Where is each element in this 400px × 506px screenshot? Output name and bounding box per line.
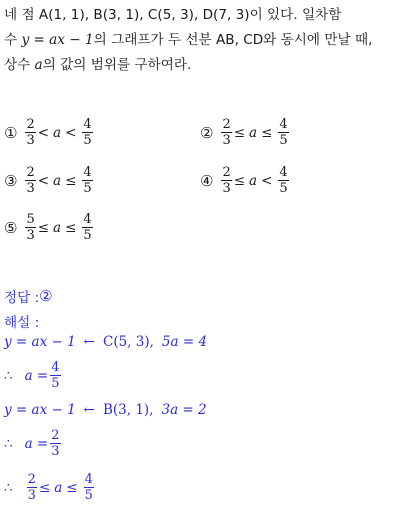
question-line-1-text: 네 점 A(1, 1), B(3, 1), C(5, 3), D(7, 3)이 있다. 일차함 xyxy=(4,7,342,23)
therefore-symbol: ∴ xyxy=(4,435,13,452)
denominator: 3 xyxy=(26,181,35,196)
point-label: C(5, 3), xyxy=(102,334,154,350)
left-arrow-icon: ← xyxy=(83,402,95,418)
fraction xyxy=(50,360,60,391)
denominator: 5 xyxy=(83,181,92,196)
operator: < xyxy=(37,124,50,141)
numerator: 2 xyxy=(51,428,60,443)
question-line-1 xyxy=(4,6,400,24)
denominator: 5 xyxy=(279,133,288,148)
equation-result: 5a = 4 xyxy=(161,334,208,350)
numerator: 4 xyxy=(83,117,92,132)
explanation-label xyxy=(4,311,39,331)
operator: ≤ xyxy=(38,479,51,496)
denominator: 5 xyxy=(83,228,92,243)
fraction xyxy=(221,165,231,196)
choice-mark: ④ xyxy=(200,171,214,190)
choice-mark: ③ xyxy=(4,171,18,190)
denominator: 3 xyxy=(222,133,231,148)
choice-mark: ① xyxy=(4,123,18,142)
numerator: 4 xyxy=(279,165,288,180)
operator: ≤ xyxy=(65,172,77,189)
numerator: 2 xyxy=(222,165,231,180)
choice-3[interactable] xyxy=(4,165,95,196)
solution-step-5 xyxy=(4,472,96,503)
numerator: 2 xyxy=(27,472,36,487)
operator: ≤ xyxy=(233,124,246,141)
equation-lhs: a = xyxy=(24,367,49,384)
answer-line xyxy=(4,286,53,306)
numerator: 4 xyxy=(83,165,92,180)
choice-mark: ② xyxy=(200,123,214,142)
operator: ≤ xyxy=(65,219,77,236)
variable: a xyxy=(54,479,63,496)
explanation-label-text: 해설 : xyxy=(4,315,40,331)
fraction xyxy=(82,117,92,148)
left-arrow-icon: ← xyxy=(83,334,95,350)
choice-1[interactable] xyxy=(4,117,95,148)
question-text: 의 값의 범위를 구하여라. xyxy=(42,57,192,73)
denominator: 3 xyxy=(222,181,231,196)
fraction xyxy=(25,212,35,243)
fraction xyxy=(84,472,94,503)
solution-step-1 xyxy=(4,334,207,350)
question-equation: y = ax − 1 xyxy=(21,32,94,48)
equation: y = ax − 1 xyxy=(4,402,76,418)
question-text: 상수 xyxy=(4,57,35,73)
fraction xyxy=(278,165,288,196)
fraction xyxy=(27,472,37,503)
operator: ≤ xyxy=(233,172,246,189)
fraction xyxy=(25,165,35,196)
solution-step-2 xyxy=(4,360,63,391)
numerator: 4 xyxy=(83,212,92,227)
solution-step-4 xyxy=(4,428,63,459)
operator: < xyxy=(261,172,273,189)
fraction xyxy=(278,117,288,148)
fraction xyxy=(25,117,35,148)
operator: ≤ xyxy=(261,124,273,141)
fraction xyxy=(82,212,92,243)
numerator: 5 xyxy=(26,212,35,227)
operator: ≤ xyxy=(37,219,50,236)
choice-2[interactable] xyxy=(200,117,291,148)
operator: < xyxy=(65,124,77,141)
denominator: 5 xyxy=(83,133,92,148)
numerator: 4 xyxy=(51,360,60,375)
variable: a xyxy=(53,172,62,189)
choice-5[interactable] xyxy=(4,212,95,243)
numerator: 2 xyxy=(26,165,35,180)
variable: a xyxy=(249,172,258,189)
question-text: 의 그래프가 두 선분 AB, CD와 동시에 만날 때, xyxy=(93,32,373,48)
question-line-3 xyxy=(4,56,400,74)
numerator: 4 xyxy=(84,472,93,487)
question-variable: a xyxy=(34,57,43,73)
choice-4[interactable] xyxy=(200,165,291,196)
denominator: 3 xyxy=(26,133,35,148)
therefore-symbol: ∴ xyxy=(4,367,13,384)
denominator: 5 xyxy=(279,181,288,196)
question-text: 수 xyxy=(4,32,22,48)
answer-value: ② xyxy=(39,287,53,305)
fraction xyxy=(50,428,60,459)
question-line-2 xyxy=(4,31,400,49)
numerator: 2 xyxy=(222,117,231,132)
denominator: 3 xyxy=(26,228,35,243)
operator: ≤ xyxy=(66,479,78,496)
fraction xyxy=(82,165,92,196)
equation: y = ax − 1 xyxy=(4,334,76,350)
fraction xyxy=(221,117,231,148)
point-label: B(3, 1), xyxy=(102,402,154,418)
variable: a xyxy=(53,124,62,141)
denominator: 5 xyxy=(51,376,60,391)
choice-mark: ⑤ xyxy=(4,218,18,237)
therefore-symbol: ∴ xyxy=(4,479,13,496)
equation-lhs: a = xyxy=(24,435,49,452)
variable: a xyxy=(249,124,258,141)
solution-step-3 xyxy=(4,402,207,418)
denominator: 3 xyxy=(51,444,60,459)
numerator: 4 xyxy=(279,117,288,132)
denominator: 5 xyxy=(84,488,93,503)
answer-label: 정답 : xyxy=(4,290,40,306)
denominator: 3 xyxy=(27,488,36,503)
equation-result: 3a = 2 xyxy=(161,402,207,418)
variable: a xyxy=(53,219,62,236)
numerator: 2 xyxy=(26,117,35,132)
operator: < xyxy=(37,172,50,189)
